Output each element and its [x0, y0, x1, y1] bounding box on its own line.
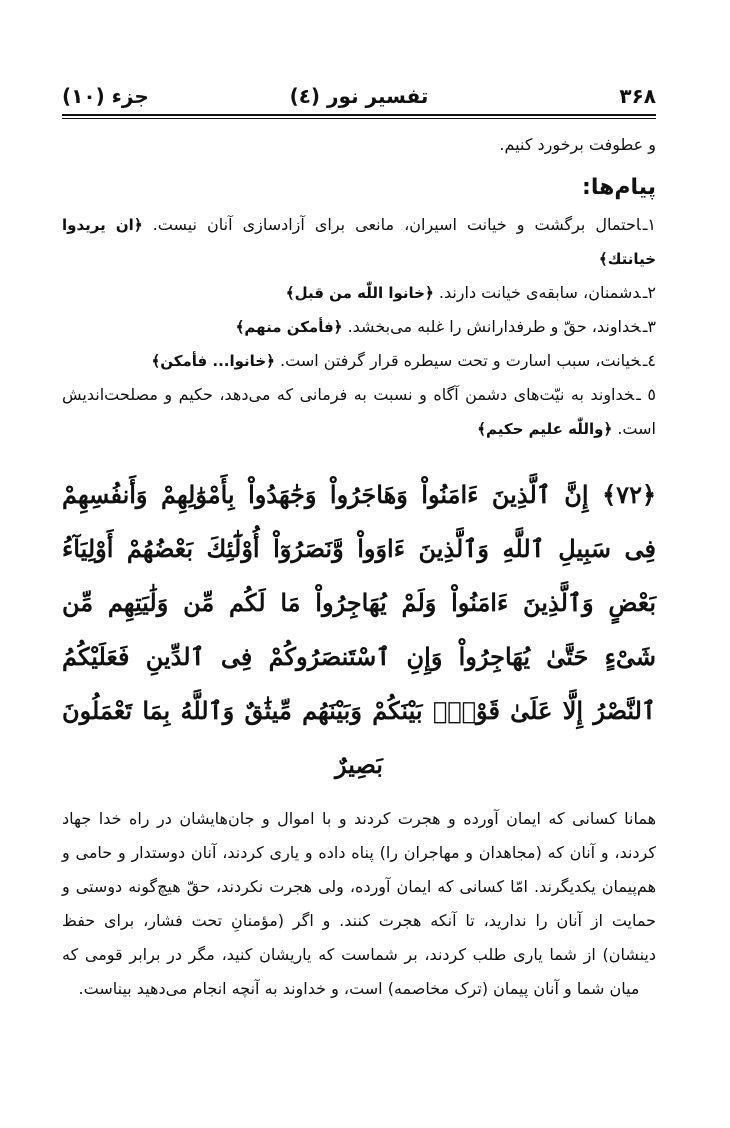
messages-heading: پیام‌ها: [582, 175, 656, 200]
message-reference: ﴿ان یریدوا خیانتك﴾ [62, 216, 656, 268]
message-text: خداوند، حقّ و طرفدارانش را غلبه می‌بخشد. [347, 317, 641, 336]
message-number: ۲ـ [642, 283, 656, 302]
message-text: دشمنان، سابقه‌ی خیانت دارند. [438, 283, 641, 302]
book-title: تفسیر نور (٤) [289, 84, 429, 108]
message-item-4 [62, 344, 656, 378]
page-header [62, 82, 656, 112]
verse-text: إِنَّ ٱلَّذِينَ ءَامَنُواْ وَهَاجَرُواْ وَجَٰهَدُواْ بِأَمْوَٰلِهِمْ وَأَنفُسِهِمْ فِى سَبِيلِ ٱللَّهِ وَٱلَّذِينَ ءَاوَواْ وَّنَصَرُوٓاْ أُوْلَٰٓئِكَ بَعْضُهُمْ أَوْلِيَآءُ بَعْضٍ وَٱلَّذِينَ ءَامَنُواْ وَلَمْ يُهَاجِرُواْ مَا لَكُم مِّن وَلَٰيَتِهِم مِّن شَىْءٍ حَتَّىٰ يُهَاجِرُواْ وَإِنِ ٱسْتَنصَرُوكُمْ فِى ٱلدِّينِ فَعَلَيْكُمُ ٱلنَّصْرُ إِلَّا عَلَىٰ قَوْمٍۭ بَيْنَكُمْ وَبَيْنَهُم مِّيثَٰقٌ وَٱللَّهُ بِمَا تَعْمَلُونَ بَصِيرٌ [62, 480, 656, 779]
message-item-2 [62, 276, 656, 310]
message-reference: ﴿خانوا... فأمکن﴾ [151, 352, 275, 370]
message-item-5 [62, 378, 656, 446]
verse-translation: همانا کسانی که ایمان آورده و هجرت کردند و با اموال و جان‌هایشان در راه خدا جهاد کردند، و آنان که (مجاهدان و مهاجران را) پناه داده و یاری کردند، آنان دوستدار و حامی و هم‌پیمان یکدیگرند. امّا کسانی که ایمان آورده، ولی هجرت نکردند، حقّ هیچ‌گونه دوستی و حمایت از آنان را ندارید، تا آنکه هجرت کنند. و اگر (مؤمنانِ تحت فشار، برای حفظ دینشان) از شما یاری طلب کردند، بر شماست که یاریشان کنید، مگر در برابر قومی که میان شما و آنان پیمان (ترک مخاصمه) است، و خداوند به آنچه انجام می‌دهید بیناست. [62, 809, 656, 998]
message-text: خیانت، سبب اسارت و تحت سیطره قرار گرفتن است. [280, 351, 641, 370]
verse-number: ﴿٧٢﴾ [602, 480, 657, 509]
message-number: ۱ـ [642, 215, 657, 234]
message-reference: ﴿واللّٰه علیم حکیم﴾ [477, 420, 613, 438]
header-rule-thin [62, 118, 656, 119]
message-text: احتمال برگشت و خیانت اسیران، مانعی برای آزادسازی آنان نیست. [152, 215, 641, 234]
message-number: ۳ـ [642, 317, 656, 336]
message-item-1 [62, 208, 656, 276]
message-reference: ﴿فأمکن منهم﴾ [235, 318, 343, 336]
intro-paragraph: و عطوفت برخورد کنیم. [499, 135, 656, 154]
quran-verse [62, 468, 656, 792]
message-number: ٤ـ [642, 351, 656, 370]
message-item-3 [62, 310, 656, 344]
part-label: جزء (۱۰) [62, 84, 149, 108]
message-number: ٥ ـ [636, 385, 656, 404]
messages-list [62, 208, 656, 446]
header-rule-thick [62, 114, 656, 116]
page-number: ۳۶۸ [619, 84, 656, 108]
message-reference: ﴿خانوا اللّٰه من قبل﴾ [285, 284, 434, 302]
page-content [62, 128, 656, 1006]
message-text: خداوند به نیّت‌های دشمن آگاه و نسبت به فرمانی که می‌دهد، حکیم و مصلحت‌اندیش است. [62, 385, 656, 438]
